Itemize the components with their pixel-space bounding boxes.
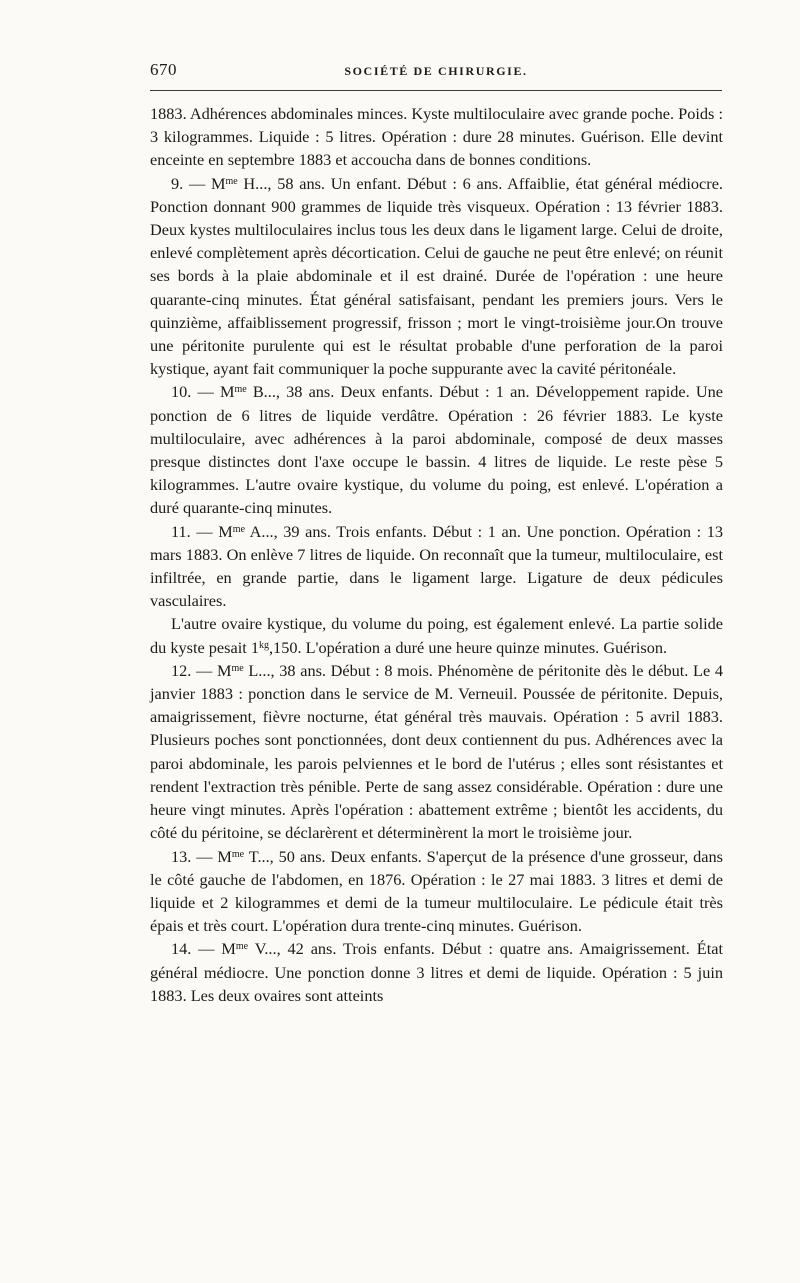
paragraph-case-9 (150, 172, 723, 381)
paragraph-case-10 (150, 380, 723, 519)
paragraph-case-11-continued (150, 612, 723, 658)
superscript: me (225, 175, 238, 187)
text-run: H..., 58 ans. Un enfant. Début : 6 ans. Affaiblie, état général médiocre. Ponction donnant 900 grammes de liquide très visqueux. Opération : 13 février 1883. Deux kystes multiloculaires inclus tous les deux dans le ligament large. Celui de droite, enlevé complètement après décortication. Celui de gauche ne peut être enlevé; on réunit ses bords à la plaie abdominale et il est drainé. Durée de l'opération : une heure quarante-cinq minutes. État général satisfaisant, pendant les premiers jours. Vers le quinzième, affaiblissement progressif, frisson ; mort le vingt-troisième jour.On trouve une péritonite purulente qui est le résultat probable d'une perforation de la paroi kystique, ayant fait communiquer la poche suppurante avec la cavité péritonéale. (150, 173, 723, 379)
page-number: 670 (150, 60, 177, 79)
superscript: me (231, 848, 245, 860)
text-run: T..., 50 ans. Deux enfants. S'aperçut de la présence d'une grosseur, dans le côté gauche de l'abdomen, en 1876. Opération : le 27 mai 1883. 3 litres et demi de liquide et 2 kilogrammes et demi de la tumeur multiloculaire. Le pédicule était très épais et très court. L'opération dura trente-cinq minutes. Guérison. (150, 846, 723, 936)
paragraph-case-11 (150, 520, 723, 613)
text-run: 1883. Adhérences abdominales minces. Kyste multiloculaire avec grande poche. Poids : 3 kilogrammes. Liquide : 5 litres. Opération : dure 28 minutes. Guérison. Elle devint enceinte en septembre 1883 et accoucha dans de bonnes conditions. (150, 104, 723, 170)
superscript: kg (258, 639, 269, 651)
text-run: 12. — M (171, 660, 232, 680)
paragraph-case-13 (150, 845, 723, 938)
text-run: 9. — M (171, 173, 226, 193)
paragraph-case-14 (150, 937, 723, 1007)
text-run: L'autre ovaire kystique, du volume du poing, est également enlevé. La partie solide du kyste pesait 1 (150, 614, 723, 657)
superscript: me (235, 941, 249, 953)
superscript: me (231, 662, 244, 674)
body-text (150, 102, 723, 1007)
text-run: L..., 38 ans. Début : 8 mois. Phénomène de péritonite dès le début. Le 4 janvier 1883 : ponction dans le service de M. Verneuil. Poussée de péritonite. Depuis, amaigrissement, fièvre nocturne, état général très mauvais. Opération : 5 avril 1883. Plusieurs poches sont ponctionnées, dont deux contiennent du pus. Adhérences avec la paroi abdominale, les parois pelviennes et le bord de l'utérus ; elles sont résistantes et rendent l'extraction très pénible. Perte de sang assez considérable. Opération : dure une heure vingt minutes. Après l'opération : abattement extrême ; bientôt les accidents, du côté du péritoine, se déclarèrent et déterminèrent la mort le troisième jour. (150, 660, 723, 843)
text-run: ,150. L'opération a duré une heure quinze minutes. Guérison. (268, 637, 668, 657)
text-run: B..., 38 ans. Deux enfants. Début : 1 an. Développement rapide. Une ponction de 6 litres de liquide verdâtre. Opération : 26 février 1883. Le kyste multiloculaire, avec adhérences à la paroi abdominale, composé de deux masses presque distinctes dont l'axe occupe le bassin. 4 litres de liquide. Le reste pèse 5 kilogrammes. L'autre ovaire kystique, du volume du poing, est enlevé. L'opération a duré quarante-cinq minutes. (150, 382, 723, 518)
paragraph-case-8-continued (150, 102, 723, 172)
text-run: V..., 42 ans. Trois enfants. Début : quatre ans. Amaigrissement. État général médiocre. Une ponction donne 3 litres et demi de liquide. Opération : 5 juin 1883. Les deux ovaires sont atteints (150, 939, 723, 1005)
superscript: me (234, 384, 247, 396)
running-head: SOCIÉTÉ DE CHIRURGIE. (344, 64, 528, 78)
text-run: 10. — M (171, 382, 235, 402)
text-run: 11. — M (171, 521, 233, 541)
text-run: 14. — M (171, 939, 236, 959)
text-run: 13. — M (171, 846, 232, 866)
page-header (150, 58, 722, 91)
text-run: A..., 39 ans. Trois enfants. Début : 1 an. Une ponction. Opération : 13 mars 1883. On enlève 7 litres de liquide. On reconnaît que la tumeur, multiloculaire, est infiltrée, en grande partie, dans le ligament large. Ligature de deux pédicules vasculaires. (150, 521, 723, 611)
paragraph-case-12 (150, 659, 723, 845)
superscript: me (232, 523, 245, 535)
